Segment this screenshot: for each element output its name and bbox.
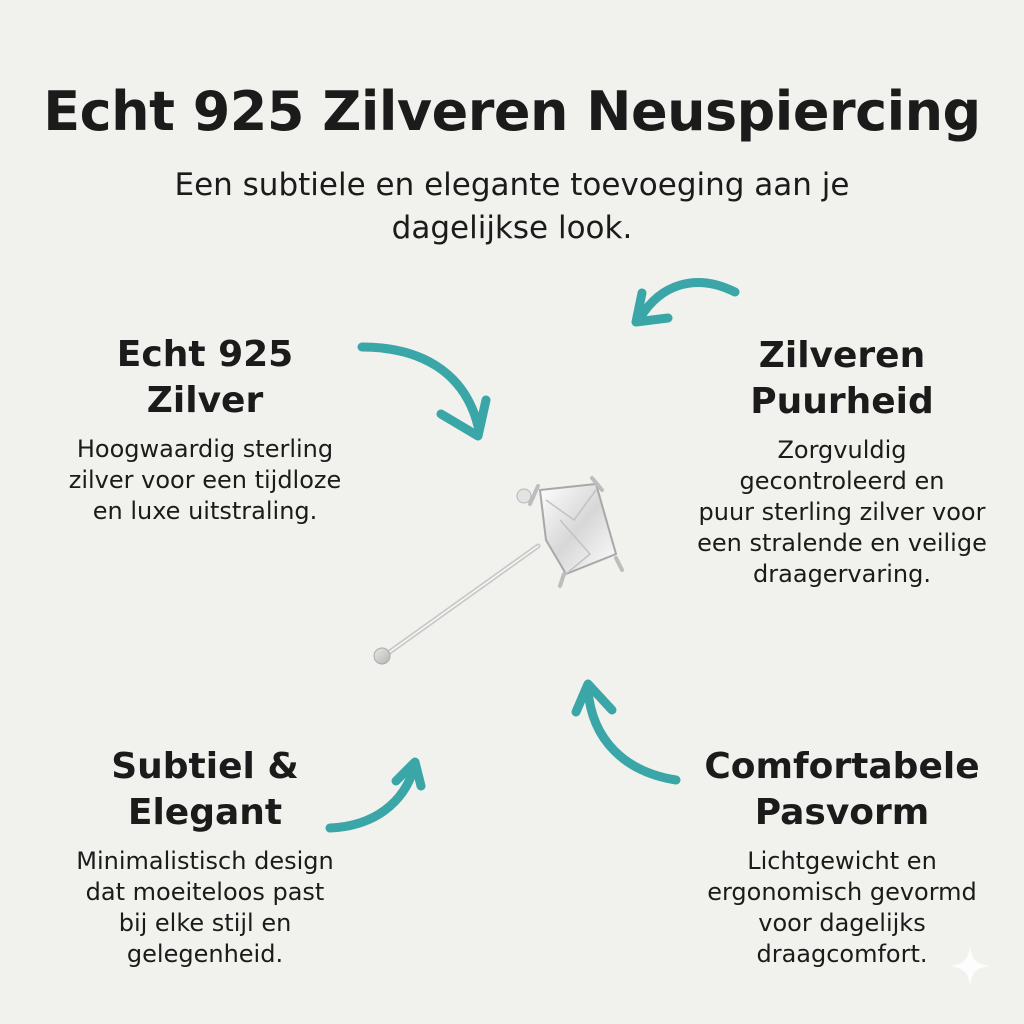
sparkle-icon: [948, 944, 992, 988]
feature-silver-purity: [660, 333, 1024, 590]
feature-comfortable-fit: [660, 744, 1024, 970]
feature-text: Lichtgewicht en ergonomisch gevormd voor dagelijks draagcomfort.: [707, 847, 977, 968]
feature-text: Hoogwaardig sterling zilver voor een tijdloze en luxe uitstraling.: [68, 435, 342, 525]
page-title: Echt 925 Zilveren Neuspiercing: [43, 80, 981, 143]
feature-heading: Subtiel & Elegant: [111, 746, 299, 833]
feature-real-silver: [20, 332, 390, 527]
nose-stud-icon: [360, 460, 640, 680]
feature-text: Minimalistisch design dat moeiteloos past bij elke stijl en gelegenheid.: [76, 847, 334, 968]
feature-subtle-elegant: [20, 744, 390, 970]
feature-heading: Echt 925 Zilver: [116, 334, 294, 421]
feature-heading: Zilveren Puurheid: [750, 335, 934, 422]
curved-arrow-icon-top-right: [636, 283, 735, 322]
feature-text: Zorgvuldig gecontroleerd en puur sterling zilver voor een stralende en veilige draagervaring.: [697, 436, 987, 588]
page-subtitle: Een subtiele en elegante toevoeging aan je dagelijkse look.: [174, 167, 850, 246]
feature-heading: Comfortabele Pasvorm: [704, 746, 980, 833]
